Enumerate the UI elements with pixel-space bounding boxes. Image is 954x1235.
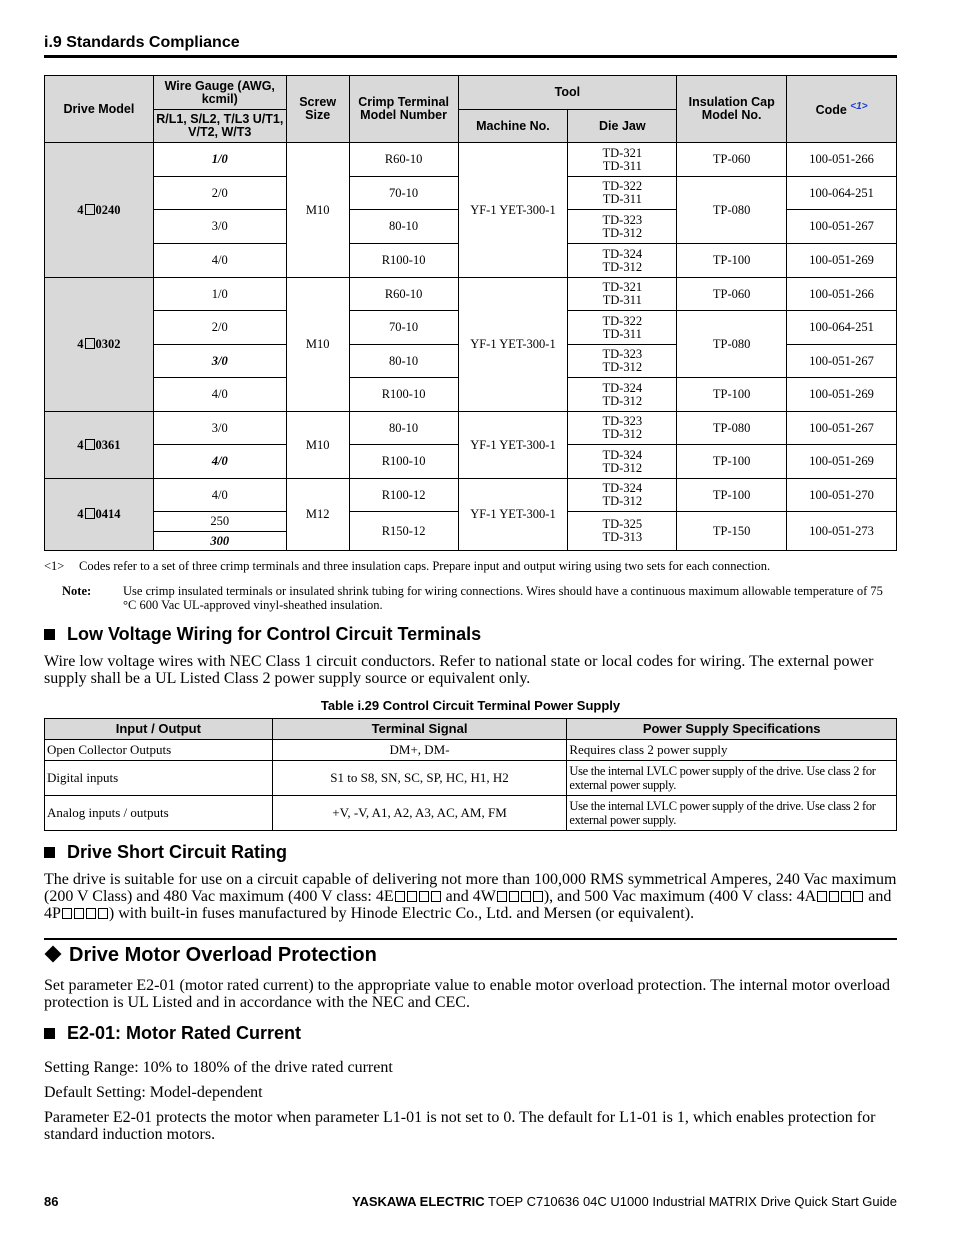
drive-model-cell: 4 0414 <box>45 479 154 551</box>
page-number: 86 <box>44 1194 59 1209</box>
code-cell: 100-064-251 <box>787 177 897 210</box>
note-text: Use crimp insulated terminals or insulated shrink tubing for wiring connections. Wires should have a continuous maximum allowable temperature of 75 °C 600 Vac UL-approved vinyl-sheathed insulation. <box>123 584 883 612</box>
header-terminal-signal: Terminal Signal <box>272 719 567 740</box>
code-cell: 100-051-269 <box>787 445 897 479</box>
wire-gauge-cell: 3/0 <box>153 412 286 445</box>
code-cell: 100-051-269 <box>787 378 897 412</box>
die-jaw-cell: TD-324 TD-312 <box>568 479 677 512</box>
header-tool: Tool <box>458 76 677 110</box>
io-cell: Analog inputs / outputs <box>45 796 273 831</box>
code-cell: 100-051-273 <box>787 512 897 551</box>
crimp-terminal-cell: 70-10 <box>349 311 458 345</box>
crimp-terminal-cell: 80-10 <box>349 210 458 244</box>
wire-gauge-cell: 2/0 <box>153 177 286 210</box>
diamond-bullet-icon <box>45 946 62 963</box>
insulation-cap-cell: TP-060 <box>677 278 787 311</box>
crimp-terminal-cell: R100-12 <box>349 479 458 512</box>
screw-size-cell: M10 <box>286 143 349 278</box>
insulation-cap-cell: TP-060 <box>677 143 787 177</box>
die-jaw-cell: TD-323 TD-312 <box>568 210 677 244</box>
signal-cell: +V, -V, A1, A2, A3, AC, AM, FM <box>272 796 567 831</box>
header-crimp-terminal: Crimp Terminal Model Number <box>349 76 458 143</box>
insulation-cap-cell: TP-100 <box>677 479 787 512</box>
io-cell: Digital inputs <box>45 761 273 796</box>
die-jaw-cell: TD-324 TD-312 <box>568 378 677 412</box>
wire-gauge-cell: 300 <box>153 532 286 551</box>
machine-no-cell: YF-1 YET-300-1 <box>458 278 568 412</box>
footnote-ref: <1> <box>44 559 65 573</box>
crimp-terminal-cell: R100-10 <box>349 445 458 479</box>
table-row <box>45 278 897 311</box>
die-jaw-cell: TD-324 TD-312 <box>568 445 677 479</box>
power-supply-table <box>44 718 897 831</box>
table-caption: Table i.29 Control Circuit Terminal Power Supply <box>320 698 621 713</box>
die-jaw-cell: TD-322 TD-311 <box>568 177 677 210</box>
header-code-label: Code <box>815 103 847 118</box>
wire-gauge-cell: 4/0 <box>153 378 286 412</box>
crimp-terminal-cell: 80-10 <box>349 345 458 378</box>
crimp-terminal-cell: R60-10 <box>349 143 458 177</box>
drive-model-cell: 4 0240 <box>45 143 154 278</box>
insulation-cap-cell: TP-100 <box>677 445 787 479</box>
wire-gauge-cell: 3/0 <box>153 210 286 244</box>
spec-cell: Use the internal LVLC power supply of the drive. Use class 2 for external power supply. <box>567 796 897 831</box>
wire-gauge-cell: 4/0 <box>153 445 286 479</box>
code-cell: 100-051-266 <box>787 278 897 311</box>
machine-no-cell: YF-1 YET-300-1 <box>458 412 568 479</box>
crimp-terminal-cell: R150-12 <box>349 512 458 551</box>
signal-cell: DM+, DM- <box>272 740 567 761</box>
header-wire-gauge: Wire Gauge (AWG, kcmil) <box>153 76 286 110</box>
table-row <box>45 412 897 445</box>
square-bullet-icon <box>44 1028 55 1039</box>
machine-no-cell: YF-1 YET-300-1 <box>458 479 568 551</box>
square-bullet-icon <box>44 847 55 858</box>
code-footnote-ref: <1> <box>850 101 868 113</box>
wire-gauge-cell: 250 <box>153 512 286 532</box>
motor-overload-heading: Drive Motor Overload Protection <box>44 944 377 967</box>
header-code <box>787 76 897 143</box>
square-bullet-icon <box>44 629 55 640</box>
low-voltage-heading: Low Voltage Wiring for Control Circuit Terminals <box>44 624 481 645</box>
default-setting: Default Setting: Model-dependent <box>44 1084 263 1101</box>
io-cell: Open Collector Outputs <box>45 740 273 761</box>
crimp-terminal-cell: R100-10 <box>349 378 458 412</box>
crimp-terminal-cell: R60-10 <box>349 278 458 311</box>
heading-rule <box>44 938 897 940</box>
insulation-cap-cell: TP-150 <box>677 512 787 551</box>
insulation-cap-cell: TP-080 <box>677 311 787 378</box>
die-jaw-cell: TD-325 TD-313 <box>568 512 677 551</box>
crimp-terminal-cell: 80-10 <box>349 412 458 445</box>
code-cell: 100-064-251 <box>787 311 897 345</box>
placeholder-box-icon <box>85 439 95 450</box>
section-header: i.9 Standards Compliance <box>44 34 240 51</box>
placeholder-box-icon <box>85 204 95 215</box>
code-cell: 100-051-266 <box>787 143 897 177</box>
header-machine-no: Machine No. <box>458 110 568 143</box>
placeholder-box-icon <box>85 508 95 519</box>
header-input-output: Input / Output <box>45 719 273 740</box>
crimp-terminal-table <box>44 75 897 551</box>
header-power-supply: Power Supply Specifications <box>567 719 897 740</box>
spec-cell: Use the internal LVLC power supply of the drive. Use class 2 for external power supply. <box>567 761 897 796</box>
wire-gauge-cell: 1/0 <box>153 143 286 177</box>
header-wire-terminals: R/L1, S/L2, T/L3 U/T1, V/T2, W/T3 <box>153 110 286 143</box>
insulation-cap-cell: TP-080 <box>677 412 787 445</box>
code-cell: 100-051-267 <box>787 412 897 445</box>
code-cell: 100-051-267 <box>787 345 897 378</box>
die-jaw-cell: TD-323 TD-312 <box>568 345 677 378</box>
die-jaw-cell: TD-321 TD-311 <box>568 143 677 177</box>
placeholder-box-icon <box>85 338 95 349</box>
code-cell: 100-051-269 <box>787 244 897 278</box>
spec-cell: Requires class 2 power supply <box>567 740 897 761</box>
drive-model-cell: 4 0302 <box>45 278 154 412</box>
insulation-cap-cell: TP-080 <box>677 177 787 244</box>
die-jaw-cell: TD-321 TD-311 <box>568 278 677 311</box>
footer-brand: YASKAWA ELECTRIC <box>351 1194 485 1209</box>
wire-gauge-cell: 4/0 <box>153 479 286 512</box>
footnote-text: Codes refer to a set of three crimp terminals and three insulation caps. Prepare input and output wiring using two sets for each connection. <box>79 559 771 573</box>
die-jaw-cell: TD-324 TD-312 <box>568 244 677 278</box>
drive-model-cell: 4 0361 <box>45 412 154 479</box>
crimp-terminal-cell: R100-10 <box>349 244 458 278</box>
crimp-terminal-cell: 70-10 <box>349 177 458 210</box>
code-cell: 100-051-270 <box>787 479 897 512</box>
note <box>62 584 897 612</box>
screw-size-cell: M12 <box>286 479 349 551</box>
short-circuit-heading: Drive Short Circuit Rating <box>44 842 287 863</box>
die-jaw-cell: TD-323 TD-312 <box>568 412 677 445</box>
table-row <box>45 143 897 177</box>
wire-gauge-cell: 4/0 <box>153 244 286 278</box>
header-drive-model: Drive Model <box>45 76 154 143</box>
insulation-cap-cell: TP-100 <box>677 378 787 412</box>
screw-size-cell: M10 <box>286 278 349 412</box>
code-cell: 100-051-267 <box>787 210 897 244</box>
table-row <box>45 479 897 512</box>
machine-no-cell: YF-1 YET-300-1 <box>458 143 568 278</box>
signal-cell: S1 to S8, SN, SC, SP, HC, H1, H2 <box>272 761 567 796</box>
low-voltage-text: Wire low voltage wires with NEC Class 1 circuit conductors. Refer to national state or local codes for wiring. The external power supply shall be a UL Listed Class 2 power supply source or equivalent only. <box>44 653 874 687</box>
wire-gauge-cell: 3/0 <box>153 345 286 378</box>
section-rule <box>44 55 897 58</box>
header-die-jaw: Die Jaw <box>568 110 677 143</box>
short-circuit-text: The drive is suitable for use on a circuit capable of delivering not more than 100,000 RMS symmetrical Amperes, 240 Vac maximum (200 V Class) and 480 Vac maximum (400 V class: 4E and 4W ), and 500 Vac maximum (400 V class: 4A and 4P ) with built-in fuses manufactured by Hinode Electric Co., Ltd. and Mersen (or equivalent). <box>44 871 897 922</box>
insulation-cap-cell: TP-100 <box>677 244 787 278</box>
e2-01-heading: E2-01: Motor Rated Current <box>44 1023 301 1044</box>
table-row <box>45 796 897 831</box>
table-row <box>45 761 897 796</box>
note-label: Note: <box>62 584 92 598</box>
table-footnote <box>44 559 897 574</box>
motor-overload-text: Set parameter E2-01 (motor rated current) to the appropriate value to enable motor overload protection. The internal motor overload protection is UL Listed and in accordance with the NEC and CEC. <box>44 977 891 1011</box>
setting-range: Setting Range: 10% to 180% of the drive rated current <box>44 1059 393 1076</box>
header-screw-size: Screw Size <box>286 76 349 143</box>
wire-gauge-cell: 1/0 <box>153 278 286 311</box>
die-jaw-cell: TD-322 TD-311 <box>568 311 677 345</box>
table-row <box>45 740 897 761</box>
screw-size-cell: M10 <box>286 412 349 479</box>
wire-gauge-cell: 2/0 <box>153 311 286 345</box>
footer-doc-text: TOEP C710636 04C U1000 Industrial MATRIX Drive Quick Start Guide <box>484 1194 897 1209</box>
e2-01-text: Parameter E2-01 protects the motor when parameter L1-01 is not set to 0. The default for L1-01 is 1, which enables protection for standard induction motors. <box>44 1109 876 1143</box>
header-insulation-cap: Insulation Cap Model No. <box>677 76 787 143</box>
footer-doc-title <box>352 1194 897 1209</box>
